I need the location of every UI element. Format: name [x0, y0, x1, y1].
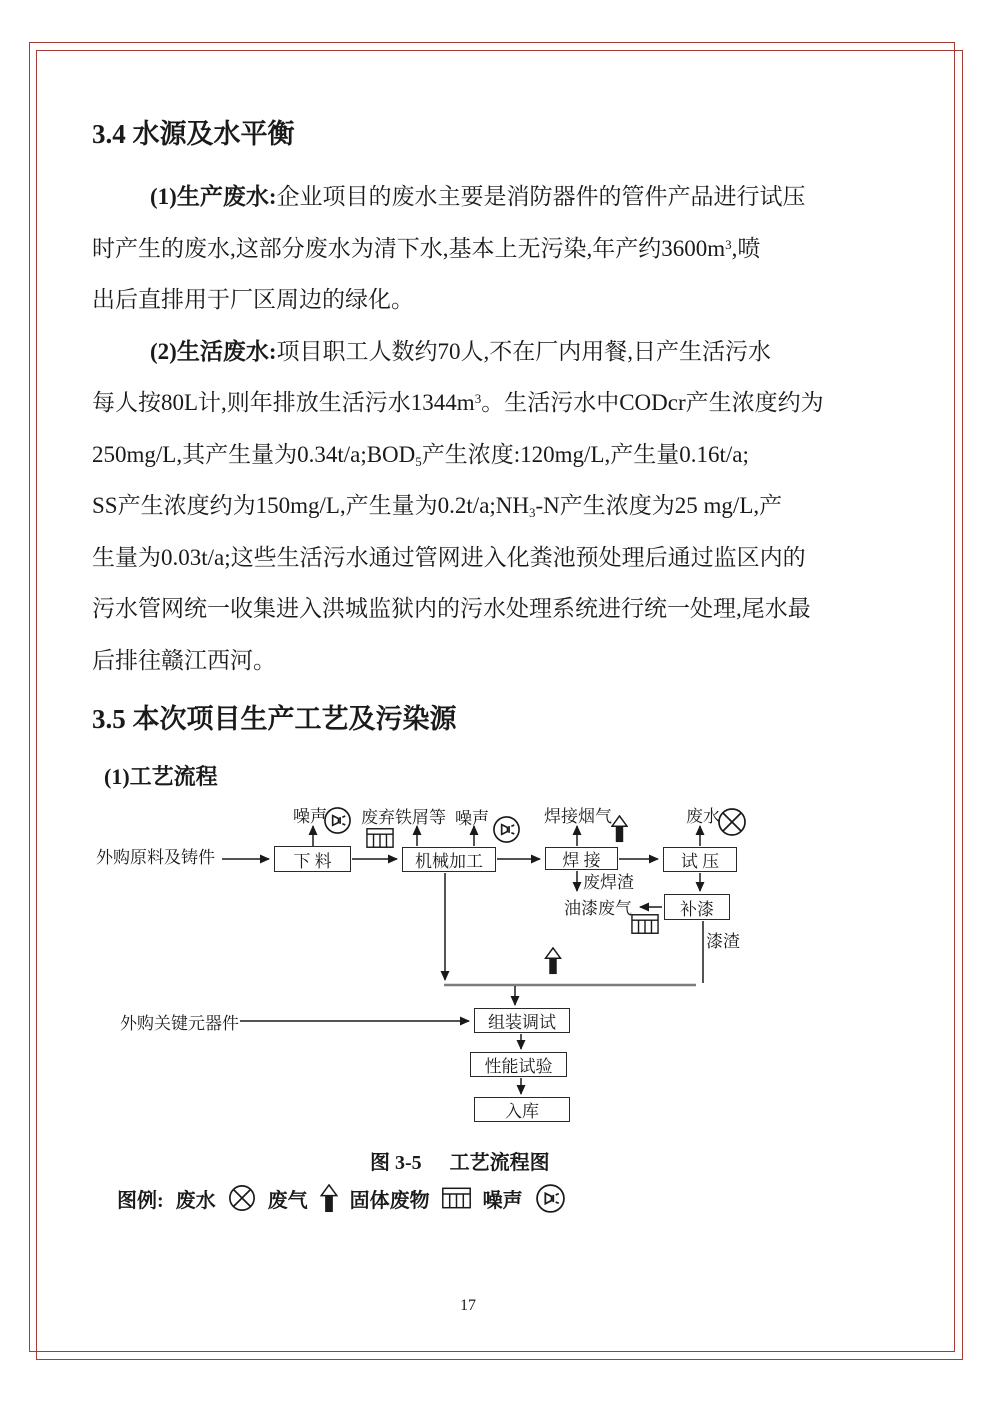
- section-3-4-heading: 3.4 水源及水平衡: [92, 119, 295, 149]
- legend-noise-label: 噪声: [482, 1189, 523, 1212]
- noise-icon: [535, 1183, 566, 1214]
- legend-wastewater-label: 废水: [175, 1189, 216, 1212]
- flow-box-touch-up-paint: 补漆: [664, 894, 730, 920]
- paragraph-text: 出后直排用于厂区周边的绿化。: [92, 287, 414, 312]
- paragraph-line: [92, 171, 867, 223]
- section-3-5-heading: 3.5 本次项目生产工艺及污染源: [92, 704, 457, 734]
- paragraph-text: 。生活污水中CODcr产生浓度约为: [481, 390, 824, 415]
- paragraph-line: [92, 532, 867, 584]
- solid-waste-icon: [631, 914, 659, 934]
- paragraph-line: [92, 274, 867, 326]
- flow-input-components: 外购关键元器件: [120, 1014, 239, 1033]
- flow-label-scrap-iron: 废弃铁屑等: [361, 808, 446, 827]
- paragraph-text: SS产生浓度约为150mg/L,产生量为0.2t/a;NH: [92, 493, 530, 518]
- paragraph-lead: (2)生活废水:: [150, 338, 277, 364]
- flow-box-warehousing: 入库: [474, 1097, 570, 1122]
- flow-box-pressure-test: 试 压: [663, 847, 737, 872]
- legend-waste-gas-label: 废气: [267, 1189, 308, 1212]
- subscript: 3: [529, 505, 536, 520]
- solid-waste-icon: [442, 1187, 471, 1209]
- waste-gas-icon: [611, 815, 628, 843]
- legend-label: 图例:: [117, 1189, 164, 1212]
- paragraph-line: [92, 429, 867, 481]
- process-flow-subheading: (1)工艺流程: [104, 764, 218, 789]
- paragraph-text: 250mg/L,其产生量为0.34t/a;BOD: [92, 441, 416, 467]
- figure-caption: [370, 1146, 550, 1175]
- flow-box-machining: 机械加工: [402, 847, 496, 872]
- paragraph-text: 产生浓度:120mg/L,产生量0.16t/a;: [421, 441, 749, 467]
- flow-label-noise-2: 噪声: [455, 809, 489, 828]
- paragraph-line: [92, 223, 867, 275]
- figure-number: 图 3-5: [370, 1152, 422, 1174]
- solid-waste-icon: [366, 828, 394, 848]
- flow-label-paint-residue: 漆渣: [706, 932, 740, 951]
- wastewater-icon: [228, 1184, 256, 1212]
- figure-title: 工艺流程图: [449, 1152, 550, 1174]
- paragraph-text: 企业项目的废水主要是消防器件的管件产品进行试压: [276, 184, 806, 209]
- process-flow-diagram: [80, 795, 780, 1135]
- paragraph-line: [92, 635, 867, 687]
- flow-label-welding-slag: 废焊渣: [583, 873, 634, 892]
- noise-icon: [323, 806, 352, 835]
- paragraph-text: -N产生浓度为25 mg/L,产: [535, 493, 783, 518]
- flow-label-welding-fumes: 焊接烟气: [544, 807, 612, 826]
- legend-solid-waste-label: 固体废物: [349, 1189, 430, 1212]
- flow-box-cutting: 下 料: [274, 846, 351, 872]
- legend: [117, 1182, 566, 1214]
- paragraph-lead: (1)生产废水:: [150, 184, 277, 209]
- subscript: 5: [415, 453, 422, 469]
- paragraph-text: 时产生的废水,这部分废水为清下水,基本上无污染,年产约3600m: [92, 235, 726, 261]
- paragraph-text: 生量为0.03t/a;这些生活污水通过管网进入化粪池预处理后通过监区内的: [92, 544, 806, 570]
- superscript: 3: [474, 391, 482, 406]
- paragraph-line: [92, 583, 867, 635]
- wastewater-icon: [717, 807, 747, 837]
- page-number: 17: [460, 1297, 476, 1314]
- flow-input-materials: 外购原料及铸件: [96, 848, 215, 867]
- paragraph-line: [92, 326, 867, 378]
- flow-label-noise-1: 噪声: [293, 807, 327, 826]
- flow-label-paint-gas: 油漆废气: [564, 899, 632, 918]
- paragraph-line: [92, 480, 867, 532]
- paragraph-text: 每人按80L计,则年排放生活污水1344m: [92, 390, 475, 415]
- waste-gas-icon: [544, 947, 562, 975]
- flow-box-welding: 焊 接: [545, 847, 618, 870]
- flow-arrows: [80, 795, 780, 1135]
- body-text: [92, 171, 867, 686]
- noise-icon: [492, 815, 521, 844]
- flow-label-wastewater: 废水: [686, 807, 720, 826]
- paragraph-text: 后排往赣江西河。: [92, 647, 276, 673]
- paragraph-line: [92, 377, 867, 429]
- waste-gas-icon: [320, 1184, 338, 1213]
- flow-box-assembly-debug: 组装调试: [474, 1008, 570, 1033]
- superscript: 3: [725, 236, 732, 252]
- paragraph-text: 项目职工人数约70人,不在厂内用餐,日产生活污水: [276, 338, 771, 364]
- flow-box-performance-test: 性能试验: [470, 1052, 567, 1077]
- paragraph-text: ,喷: [731, 235, 761, 261]
- paragraph-text: 污水管网统一收集进入洪城监狱内的污水处理系统进行统一处理,尾水最: [92, 596, 811, 621]
